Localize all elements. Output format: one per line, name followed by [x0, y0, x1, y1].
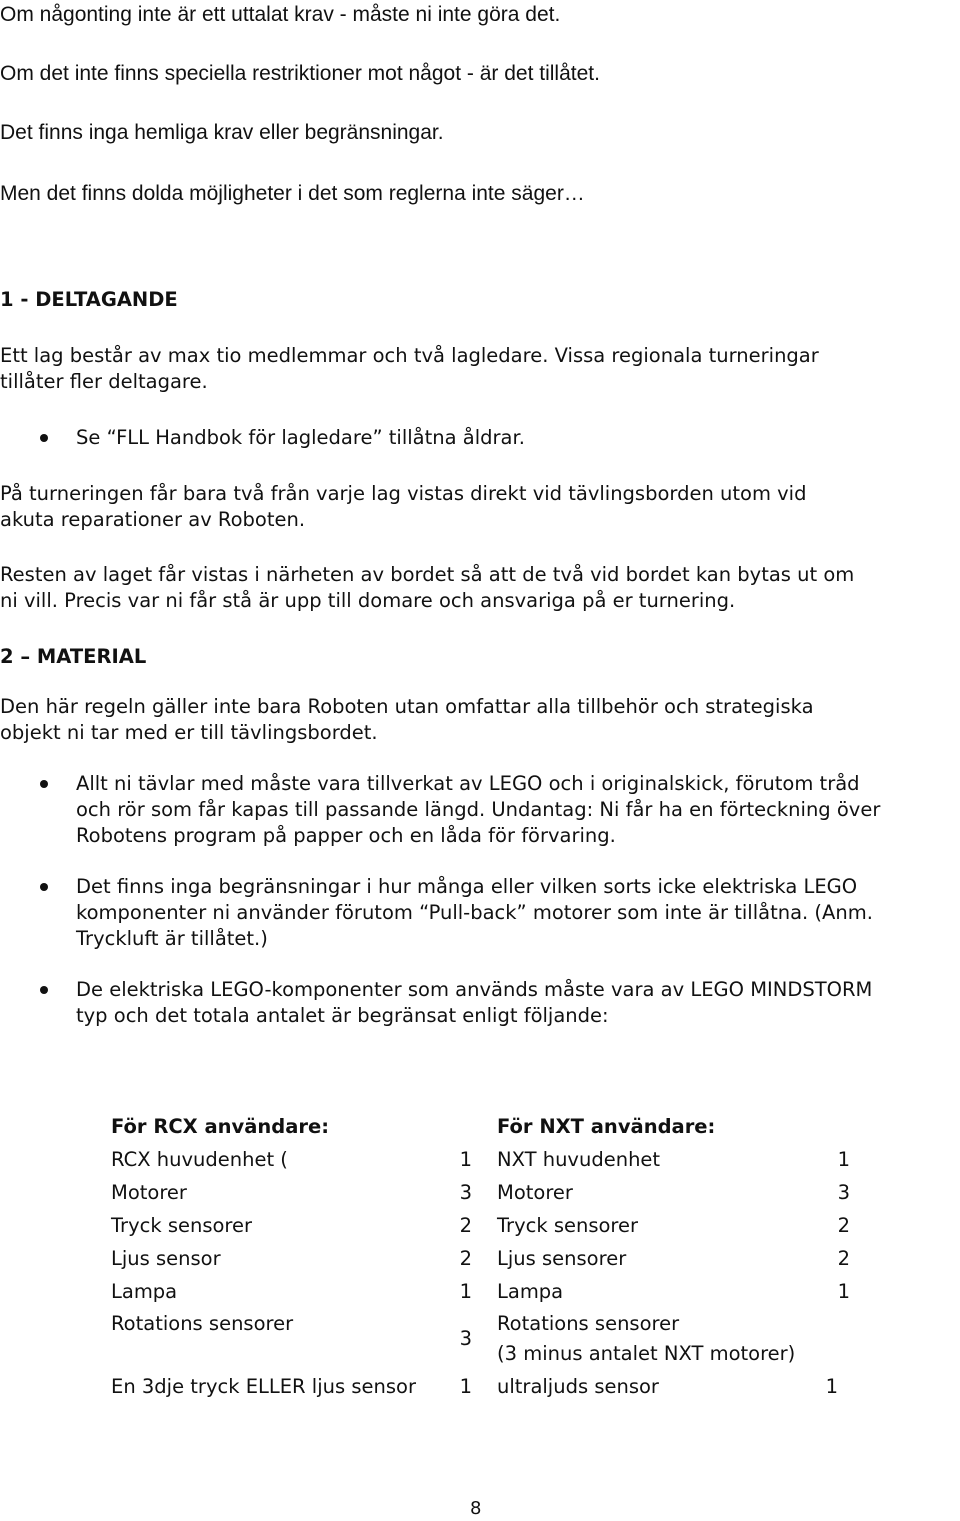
section1-bullet: Se “FLL Handbok för lagledare” tillåtna åldrar. [76, 426, 525, 449]
nxt-row-note: (3 minus antalet NXT motorer) [497, 1342, 796, 1365]
nxt-row-count: 2 [837, 1214, 850, 1237]
section1-para2-line1: På turneringen får bara två från varje lag vistas direkt vid tävlingsborden utom vid [0, 482, 807, 505]
section2-bullet1-line2: och rör som får kapas till passande längd. Undantag: Ni får ha en förteckning över [76, 798, 881, 821]
rcx-row-label: Rotations sensorer [111, 1312, 294, 1335]
section2-heading: 2 – MATERIAL [0, 645, 147, 668]
nxt-row-label: Rotations sensorer [497, 1312, 680, 1335]
rcx-row-label: Tryck sensorer [111, 1214, 253, 1237]
rcx-row-count: 2 [459, 1214, 472, 1237]
section1-heading: 1 - DELTAGANDE [0, 288, 178, 311]
section1-para3-line2: ni vill. Precis var ni får stå är upp till domare och ansvariga på er turnering. [0, 589, 736, 612]
section2-bullet2-line3: Tryckluft är tillåtet.) [76, 927, 268, 950]
rcx-row-label: En 3dje tryck ELLER ljus sensor [111, 1375, 416, 1398]
nxt-row-label: Motorer [497, 1181, 573, 1204]
section2-bullet2-line2: komponenter ni använder förutom “Pull-back” motorer som inte är tillåtna. (Anm. [76, 901, 873, 924]
nxt-row-count: 1 [837, 1148, 850, 1171]
intro-line-2: Om det inte finns speciella restriktioner mot något - är det tillåtet. [0, 62, 600, 85]
section1-para3-line1: Resten av laget får vistas i närheten av bordet så att de två vid bordet kan bytas ut om [0, 563, 855, 586]
section2-bullet3-line2: typ och det totala antalet är begränsat enligt följande: [76, 1004, 609, 1027]
rcx-row-label: Motorer [111, 1181, 187, 1204]
section2-bullet3-line1: De elektriska LEGO-komponenter som används måste vara av LEGO MINDSTORM [76, 978, 873, 1001]
rcx-row-count: 2 [459, 1247, 472, 1270]
rcx-row-count: 1 [459, 1280, 472, 1303]
section1-para1-line1: Ett lag består av max tio medlemmar och två lagledare. Vissa regionala turneringar [0, 344, 819, 367]
bullet-dot [40, 434, 48, 442]
section2-bullet1-line3: Robotens program på papper och en låda för förvaring. [76, 824, 616, 847]
intro-line-1: Om någonting inte är ett uttalat krav - måste ni inte göra det. [0, 3, 561, 26]
section2-para1-line1: Den här regeln gäller inte bara Roboten utan omfattar alla tillbehör och strategiska [0, 695, 814, 718]
rcx-row-count: 3 [459, 1181, 472, 1204]
bullet-dot [40, 780, 48, 788]
bullet-dot [40, 883, 48, 891]
rcx-row-count: 3 [459, 1327, 472, 1350]
nxt-row-count: 1 [837, 1280, 850, 1303]
intro-line-3: Det finns inga hemliga krav eller begränsningar. [0, 121, 444, 144]
section2-bullet2-line1: Det finns inga begränsningar i hur många eller vilken sorts icke elektriska LEGO [76, 875, 858, 898]
nxt-row-count: 1 [825, 1375, 838, 1398]
section2-bullet1-line1: Allt ni tävlar med måste vara tillverkat av LEGO och i originalskick, förutom tråd [76, 772, 860, 795]
nxt-row-count: 2 [837, 1247, 850, 1270]
nxt-row-label: ultraljuds sensor [497, 1375, 659, 1398]
nxt-row-count: 3 [837, 1181, 850, 1204]
nxt-row-label: Tryck sensorer [497, 1214, 639, 1237]
rcx-row-label: Ljus sensor [111, 1247, 221, 1270]
section2-para1-line2: objekt ni tar med er till tävlingsbordet. [0, 721, 378, 744]
rcx-row-count: 1 [459, 1148, 472, 1171]
nxt-row-label: Ljus sensorer [497, 1247, 627, 1270]
rcx-header: För RCX användare: [111, 1115, 330, 1138]
section1-para2-line2: akuta reparationer av Roboten. [0, 508, 306, 531]
rcx-row-count: 1 [459, 1375, 472, 1398]
nxt-row-label: Lampa [497, 1280, 564, 1303]
nxt-header: För NXT användare: [497, 1115, 716, 1138]
rcx-row-label: RCX huvudenhet ( [111, 1148, 288, 1171]
page-number: 8 [470, 1498, 482, 1519]
section1-para1-line2: tillåter fler deltagare. [0, 370, 208, 393]
bullet-dot [40, 986, 48, 994]
rcx-row-label: Lampa [111, 1280, 178, 1303]
intro-line-4: Men det finns dolda möjligheter i det som reglerna inte säger… [0, 182, 585, 205]
nxt-row-label: NXT huvudenhet [497, 1148, 661, 1171]
